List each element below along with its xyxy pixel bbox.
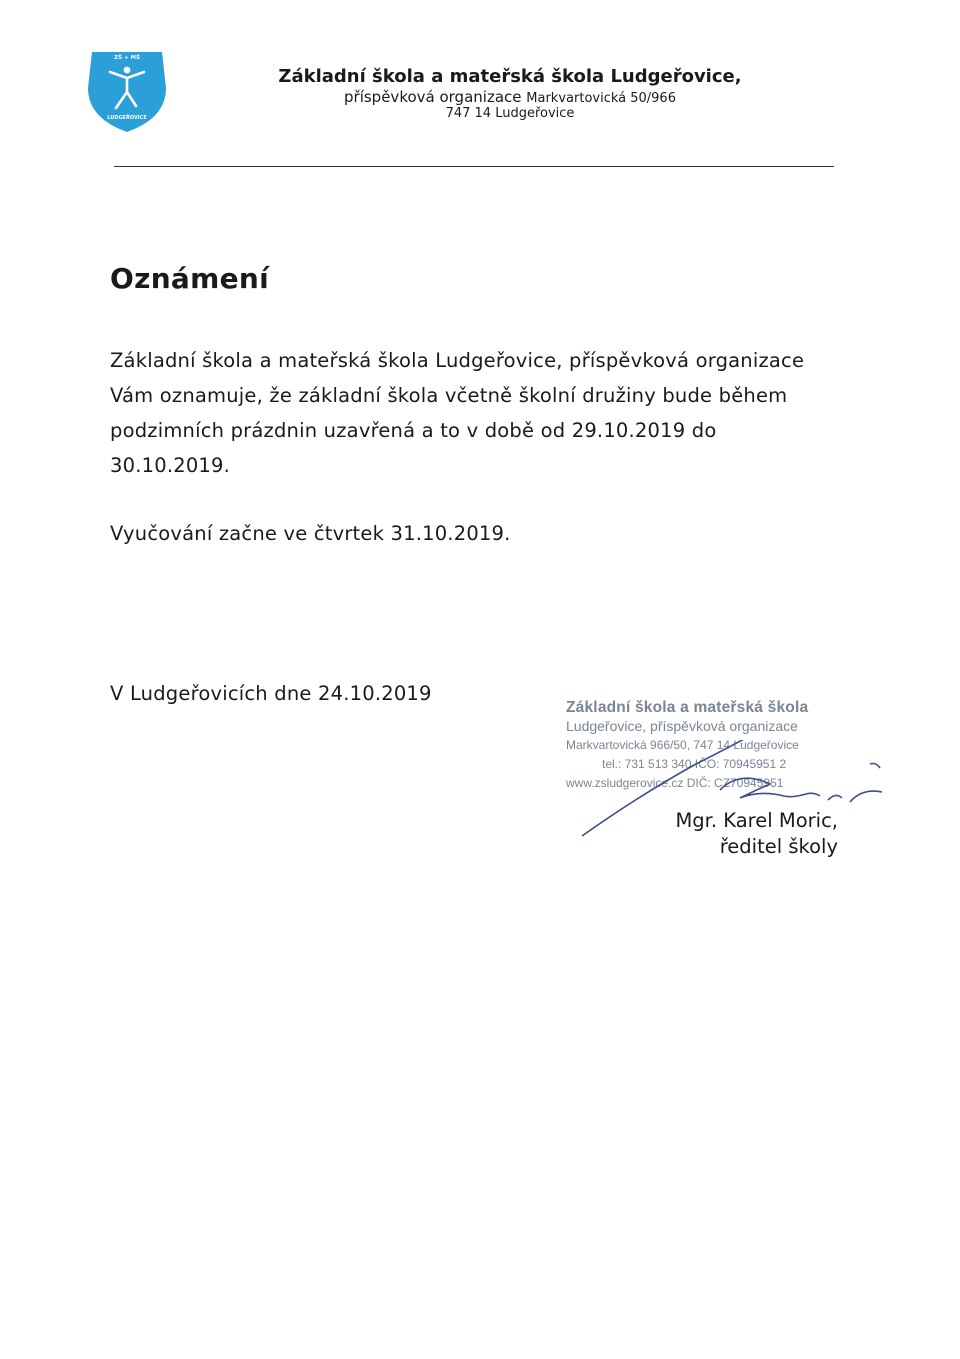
signer-role: ředitel školy	[719, 835, 838, 858]
stamp-line-2: Ludgeřovice, příspěvková organizace	[566, 718, 798, 734]
official-stamp	[566, 698, 828, 793]
org-name: Základní škola a mateřská škola Ludgeřovice,	[278, 66, 742, 87]
org-street: Markvartovická 50/966	[526, 90, 676, 106]
signer-name: Mgr. Karel Moric,	[675, 809, 838, 832]
logo-figure-head	[124, 67, 131, 74]
place-date: V Ludgeřovicích dne 24.10.2019	[110, 682, 432, 705]
document-title: Oznámení	[110, 262, 270, 295]
letterhead	[250, 66, 770, 122]
org-type-line	[250, 88, 770, 107]
logo-text-top: ZŠ + MŠ	[114, 55, 140, 61]
stamp-line-1: Základní škola a mateřská škola	[566, 699, 809, 716]
org-city: 747 14 Ludgeřovice	[445, 106, 575, 122]
signature-stroke-3	[870, 764, 880, 769]
stamp-line-4: tel.: 731 513 340 IČO: 70945951 2	[602, 757, 787, 771]
school-logo	[86, 48, 168, 134]
classes-resume-paragraph: Vyučování začne ve čtvrtek 31.10.2019.	[110, 522, 511, 545]
header-divider	[114, 166, 834, 167]
org-type: příspěvková organizace	[344, 87, 522, 106]
stamp-line-3: Markvartovická 966/50, 747 14 Ludgeřovice	[566, 738, 799, 752]
announcement-paragraph: Základní škola a mateřská škola Ludgeřovice, příspěvková organizace Vám oznamuje, že základní škola včetně školní družiny bude během podzimních prázdnin uzavřená a to v době od 29.10.2019 do 30.10.2019.	[110, 349, 805, 477]
logo-text-bottom: LUDGEŘOVICE	[107, 115, 147, 121]
signatory	[560, 808, 838, 860]
stamp-line-5: www.zsludgerovice.cz DIČ: CZ70945951	[566, 776, 784, 790]
